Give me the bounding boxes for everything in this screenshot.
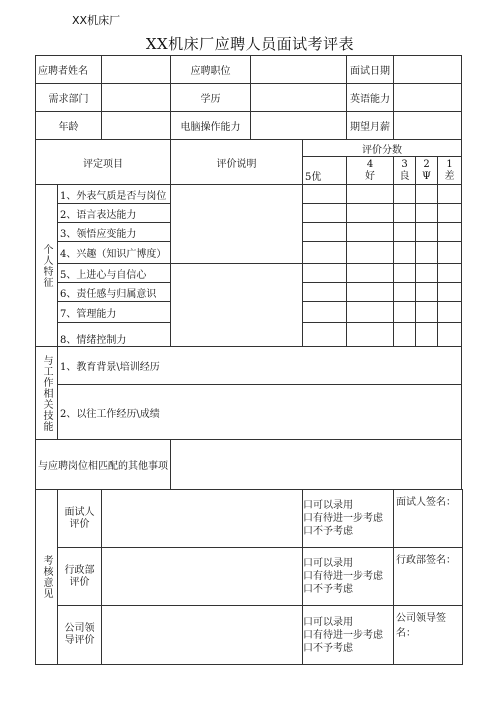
grade-2: 2 Ψ xyxy=(416,157,438,185)
score-cell[interactable] xyxy=(347,223,394,242)
info-label: 需求部门 xyxy=(36,84,102,112)
info-label: 电脑操作能力 xyxy=(171,112,251,140)
signature-cell[interactable]: 行政部签名： xyxy=(394,548,463,606)
grade-3: 3 良 xyxy=(394,157,416,185)
info-label: 应聘职位 xyxy=(171,56,251,84)
info-value-cell[interactable] xyxy=(251,112,347,140)
score-cell[interactable] xyxy=(347,185,394,204)
eval-item: 8、情绪控制力 xyxy=(58,323,171,347)
score-cell[interactable] xyxy=(394,223,416,242)
option-consider[interactable]: 口有待进一步考虑 xyxy=(303,629,383,641)
eval-item: 4、兴趣（知识广博度） xyxy=(58,242,171,264)
score-cell[interactable] xyxy=(416,185,438,204)
score-cell[interactable] xyxy=(394,204,416,223)
info-label: 年龄 xyxy=(36,112,102,140)
info-label: 学历 xyxy=(171,84,251,112)
eval-item: 7、管理能力 xyxy=(58,302,171,323)
info-value-cell[interactable] xyxy=(251,56,347,84)
info-row xyxy=(36,112,463,140)
score-cell[interactable] xyxy=(416,283,438,302)
score-cell[interactable] xyxy=(347,302,394,323)
score-cell[interactable] xyxy=(438,185,462,204)
score-cell[interactable] xyxy=(416,242,438,264)
score-cell[interactable] xyxy=(394,323,416,347)
review-section-label: 考核意见 xyxy=(36,490,58,665)
table-row xyxy=(36,440,463,490)
review-row-label: 面试人评价 xyxy=(58,490,102,548)
review-comment-cell[interactable] xyxy=(102,548,303,606)
score-cell[interactable] xyxy=(416,223,438,242)
eval-item: 1、外表气质是否与岗位 xyxy=(58,185,171,204)
option-consider[interactable]: 口有待进一步考虑 xyxy=(303,513,383,524)
review-comment-cell[interactable] xyxy=(102,606,303,665)
grade-4: 4 好 xyxy=(347,157,394,185)
document-title: XX机床厂应聘人员面试考评表 xyxy=(145,35,355,53)
info-row xyxy=(36,56,463,84)
skills-section-label: 与工作相关技能 xyxy=(36,347,58,440)
score-cell[interactable] xyxy=(303,185,347,204)
signature-cell[interactable]: 公司领导签名： xyxy=(394,606,463,665)
score-cell[interactable] xyxy=(347,204,394,223)
table-row xyxy=(36,490,463,548)
score-cell[interactable] xyxy=(347,264,394,283)
option-hire[interactable]: 口可以录用 xyxy=(303,500,353,511)
eval-item: 2、语言表达能力 xyxy=(58,204,171,223)
info-value-cell[interactable] xyxy=(102,56,171,84)
table-row xyxy=(36,347,463,385)
score-cell[interactable] xyxy=(303,283,347,302)
option-consider[interactable]: 口有待进一步考虑 xyxy=(303,571,383,582)
score-cell[interactable] xyxy=(438,323,462,347)
score-cell[interactable] xyxy=(303,264,347,283)
score-cell[interactable] xyxy=(416,264,438,283)
score-cell[interactable] xyxy=(394,302,416,323)
score-cell[interactable] xyxy=(303,242,347,264)
info-value-cell[interactable] xyxy=(102,112,171,140)
review-comment-cell[interactable] xyxy=(102,490,303,548)
option-hire[interactable]: 口可以录用 xyxy=(303,616,353,628)
score-cell[interactable] xyxy=(394,264,416,283)
score-cell[interactable] xyxy=(416,323,438,347)
review-options[interactable] xyxy=(303,548,394,606)
score-cell[interactable] xyxy=(438,204,462,223)
score-cell[interactable] xyxy=(303,204,347,223)
score-cell[interactable] xyxy=(303,323,347,347)
score-cell[interactable] xyxy=(394,283,416,302)
review-row-label: 公司领导评价 xyxy=(58,606,102,665)
table-row xyxy=(36,264,463,283)
score-cell[interactable] xyxy=(438,264,462,283)
eval-item: 5、上进心与自信心 xyxy=(58,264,171,283)
option-reject[interactable]: 口不予考虑 xyxy=(303,584,353,595)
option-reject[interactable]: 口不予考虑 xyxy=(303,642,353,654)
score-cell[interactable] xyxy=(438,302,462,323)
table-row xyxy=(36,185,463,204)
review-row-label: 行政部评价 xyxy=(58,548,102,606)
score-cell[interactable] xyxy=(394,185,416,204)
score-cell[interactable] xyxy=(416,302,438,323)
score-cell[interactable] xyxy=(303,302,347,323)
signature-cell[interactable]: 面试人签名： xyxy=(394,490,463,548)
review-options[interactable] xyxy=(303,490,394,548)
eval-desc-cell[interactable] xyxy=(171,264,303,347)
score-cell[interactable] xyxy=(347,242,394,264)
eval-item: 1、教育背景\培训经历 xyxy=(58,347,462,385)
company-name: XX机床厂 xyxy=(72,14,121,27)
other-matters-cell[interactable] xyxy=(171,440,462,490)
eval-item: 6、责任感与归属意识 xyxy=(58,283,171,302)
eval-item: 2、以往工作经历\成绩 xyxy=(58,385,462,440)
score-header: 评价分数 xyxy=(303,140,462,157)
info-label: 英语能力 xyxy=(347,84,394,112)
info-label: 应聘者姓名 xyxy=(36,56,102,84)
info-value-cell[interactable] xyxy=(102,84,171,112)
other-matters-label: 与应聘岗位相匹配的其他事项 xyxy=(36,440,171,490)
score-cell[interactable] xyxy=(347,323,394,347)
table-row xyxy=(36,385,463,440)
info-value-cell[interactable] xyxy=(394,112,462,140)
table-row xyxy=(36,548,463,606)
info-row xyxy=(36,84,463,112)
grade-5: 5优 xyxy=(303,157,347,185)
score-cell[interactable] xyxy=(347,283,394,302)
eval-header-row xyxy=(36,140,463,157)
eval-item: 3、领悟应变能力 xyxy=(58,223,171,242)
info-value-cell[interactable] xyxy=(394,56,462,84)
info-value-cell[interactable] xyxy=(394,84,462,112)
eval-item-header: 评定项目 xyxy=(36,140,171,185)
personal-section-label: 个人特征 xyxy=(36,185,58,347)
info-label: 期望月薪 xyxy=(347,112,394,140)
option-reject[interactable]: 口不予考虑 xyxy=(303,526,353,537)
option-hire[interactable]: 口可以录用 xyxy=(303,558,353,569)
eval-desc-header: 评价说明 xyxy=(171,140,303,185)
info-value-cell[interactable] xyxy=(251,84,347,112)
score-cell[interactable] xyxy=(303,223,347,242)
score-cell[interactable] xyxy=(438,283,462,302)
review-options[interactable] xyxy=(303,606,394,665)
score-cell[interactable] xyxy=(438,242,462,264)
score-cell[interactable] xyxy=(416,204,438,223)
score-cell[interactable] xyxy=(438,223,462,242)
info-label: 面试日期 xyxy=(347,56,394,84)
interview-evaluation-form xyxy=(35,55,463,665)
score-cell[interactable] xyxy=(394,242,416,264)
table-row xyxy=(36,606,463,665)
grade-1: 1 差 xyxy=(438,157,462,185)
eval-desc-cell[interactable] xyxy=(171,185,303,264)
